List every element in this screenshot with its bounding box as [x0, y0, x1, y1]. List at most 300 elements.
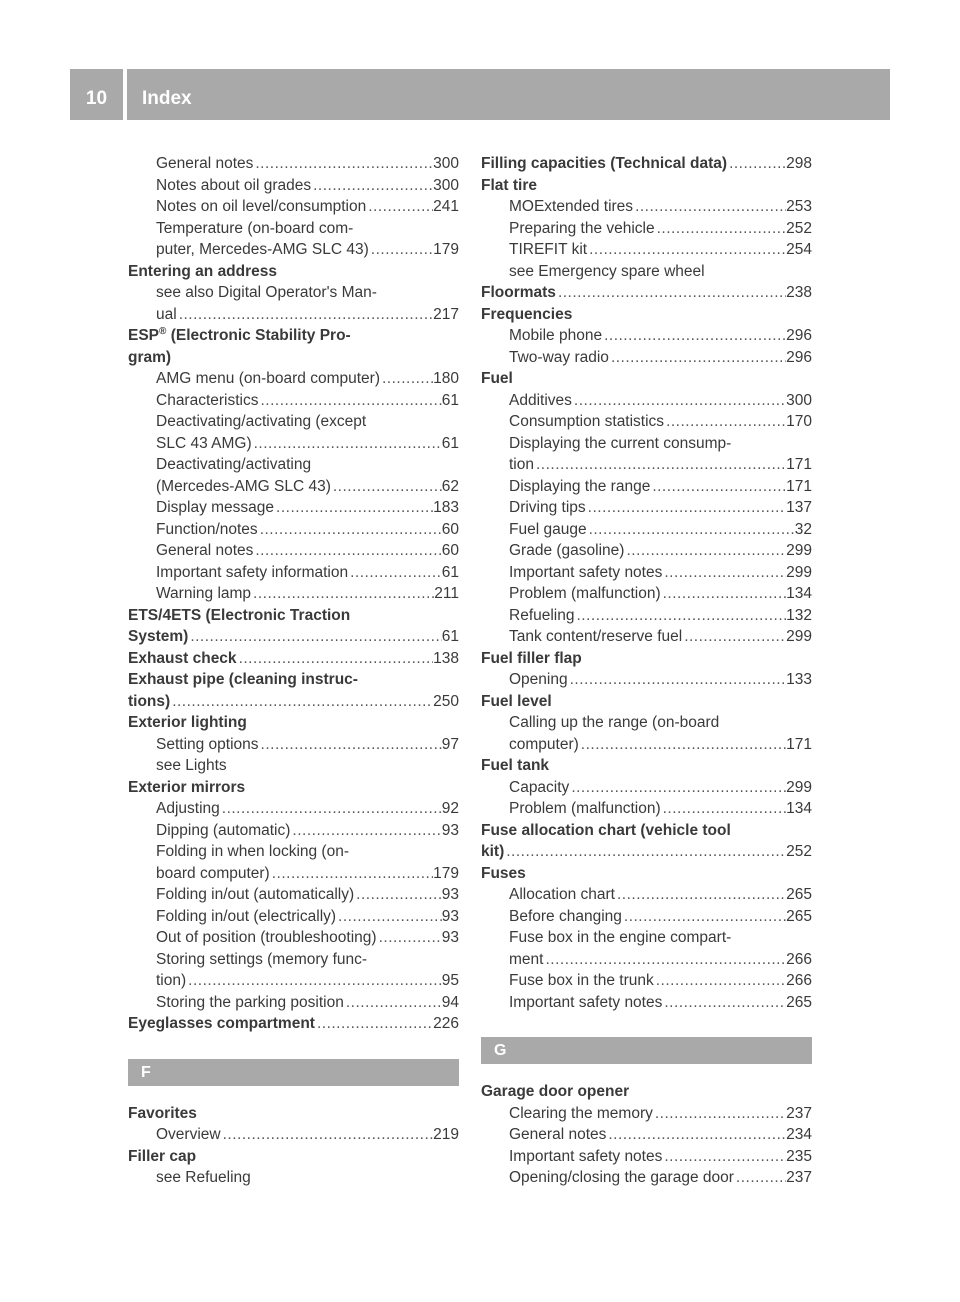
dot-leader [369, 239, 433, 261]
entry-text [156, 734, 259, 756]
page-reference[interactable]: 134 [786, 585, 812, 602]
index-subentry [128, 841, 459, 863]
entry-text [509, 435, 731, 452]
entry-text [481, 865, 526, 882]
index-subentry [128, 304, 459, 326]
entry-label: Folding in/out (electrically) [156, 907, 337, 925]
entry-label: Fuel tank [481, 757, 550, 774]
page-reference[interactable]: 254 [786, 241, 812, 258]
index-heading [481, 282, 812, 304]
dot-leader [331, 476, 442, 498]
dot-leader [252, 433, 442, 455]
entry-text [509, 583, 661, 605]
page-reference[interactable]: 137 [786, 499, 812, 516]
entry-text [481, 153, 727, 175]
index-subentry [481, 906, 812, 928]
index-subentry [128, 820, 459, 842]
page-reference[interactable]: 237 [786, 1169, 812, 1186]
page-reference[interactable]: 300 [433, 176, 459, 194]
index-subentry [481, 970, 812, 992]
page-reference[interactable]: 252 [786, 219, 812, 237]
index-subentry [128, 196, 459, 218]
dot-leader [270, 863, 433, 885]
index-subentry [481, 798, 812, 820]
entry-label: Temperature (on-board com- [156, 219, 354, 237]
entry-text [509, 497, 586, 519]
page-reference[interactable]: 266 [786, 972, 812, 989]
dot-leader [221, 1124, 434, 1146]
index-subentry [128, 411, 459, 433]
entry-text [509, 347, 609, 369]
page-reference[interactable]: 62 [441, 477, 459, 495]
entry-text [128, 607, 350, 624]
dot-leader [661, 798, 787, 820]
index-subentry [481, 927, 812, 949]
page-reference[interactable]: 298 [786, 155, 812, 172]
entry-text [128, 1148, 196, 1165]
entry-label: Additives [509, 391, 572, 409]
dot-leader [661, 583, 787, 605]
entry-label: see also Digital Operator's Man- [156, 284, 377, 301]
entry-text [128, 1105, 197, 1122]
page-reference[interactable]: 299 [786, 628, 812, 645]
entry-label: Fuel level [481, 692, 552, 710]
entry-label: Eyeglasses compartment [128, 1015, 315, 1032]
page-reference[interactable]: 211 [434, 585, 459, 602]
index-subentry [481, 605, 812, 627]
page-reference[interactable]: 61 [441, 434, 459, 452]
entry-text [509, 949, 543, 971]
entry-label: Garage door opener [481, 1083, 630, 1100]
entry-label: Entering an address [128, 262, 278, 280]
entry-label: tions) [128, 692, 171, 710]
entry-text [481, 370, 513, 387]
entry-label: see Lights [156, 757, 227, 774]
index-subentry [481, 540, 812, 562]
entry-label: tion) [156, 972, 187, 989]
entry-label: Deactivating/activating (except [156, 413, 367, 430]
page-reference[interactable]: 92 [441, 800, 459, 817]
page-reference[interactable]: 265 [786, 993, 812, 1011]
entry-text [481, 306, 572, 323]
entry-label: Out of position (troubleshooting) [156, 929, 377, 946]
page-reference[interactable]: 300 [786, 391, 812, 409]
dot-leader [220, 798, 442, 820]
index-heading [128, 1103, 459, 1125]
page-reference[interactable]: 253 [786, 198, 812, 215]
entry-text [156, 220, 353, 237]
entry-label: board computer) [156, 864, 270, 882]
index-subentry [128, 884, 459, 906]
index-subentry [128, 583, 459, 605]
index-subentry [481, 669, 812, 691]
index-subentry [481, 497, 812, 519]
entry-label: Displaying the range [509, 477, 651, 495]
entry-label: Floormats [481, 284, 556, 301]
dot-leader [237, 648, 434, 670]
entry-label: Calling up the range (on-board [509, 714, 720, 731]
entry-label: tion [509, 456, 534, 473]
entry-label: Two-way radio [509, 348, 609, 366]
entry-text [509, 540, 624, 562]
page-reference[interactable]: 241 [433, 198, 459, 215]
entry-label: Fuse box in the engine compart- [509, 929, 732, 946]
index-subentry [128, 906, 459, 928]
dot-leader [682, 626, 786, 648]
entry-text [509, 970, 654, 992]
entry-label: Exhaust pipe (cleaning instruc- [128, 671, 358, 688]
entry-text [156, 153, 253, 175]
index-heading [128, 1013, 459, 1035]
entry-label: Problem (malfunction) [509, 585, 661, 602]
dot-leader [664, 411, 786, 433]
page-title: Index [142, 88, 192, 109]
page-reference[interactable]: 217 [433, 305, 459, 323]
dot-leader [380, 368, 433, 390]
page-reference[interactable]: 93 [441, 907, 459, 925]
dot-leader [259, 390, 442, 412]
entry-text [156, 540, 253, 562]
entry-label: see Emergency spare wheel [509, 262, 705, 280]
entry-text [156, 863, 270, 885]
index-subentry [481, 734, 812, 756]
dot-leader [662, 562, 786, 584]
entry-text [509, 411, 664, 433]
entry-label: Tank content/reserve fuel [509, 628, 683, 645]
entry-label: kit) [481, 843, 505, 860]
dot-leader [662, 992, 786, 1014]
entry-label: Fuel filler flap [481, 649, 582, 667]
dot-leader [615, 884, 786, 906]
page-reference[interactable]: 32 [794, 520, 812, 538]
index-subentry [481, 239, 812, 261]
dot-leader [569, 777, 786, 799]
index-heading [128, 691, 459, 713]
index-subentry [481, 884, 812, 906]
page-reference[interactable]: 60 [441, 520, 459, 538]
dot-leader [727, 153, 786, 175]
entry-label: puter, Mercedes-AMG SLC 43) [156, 241, 369, 258]
index-heading [128, 347, 459, 369]
entry-label: Dipping (automatic) [156, 821, 291, 839]
page-reference[interactable]: 93 [441, 886, 459, 903]
page-reference[interactable]: 179 [433, 241, 459, 258]
entry-text [156, 413, 366, 430]
index-subentry [128, 949, 459, 971]
page-reference[interactable]: 170 [786, 413, 812, 430]
entry-label: Opening/closing the garage door [509, 1169, 734, 1186]
dot-leader [572, 390, 786, 412]
page-header [70, 69, 890, 120]
index-subentry [481, 583, 812, 605]
page-reference[interactable]: 138 [433, 649, 459, 667]
index-heading [481, 304, 812, 326]
page-reference[interactable]: 61 [441, 563, 459, 581]
entry-text [509, 1167, 734, 1189]
dot-leader [662, 1146, 786, 1168]
dot-leader [654, 970, 786, 992]
dot-leader [354, 884, 442, 906]
index-subentry [128, 863, 459, 885]
entry-label: Adjusting [156, 800, 220, 817]
entry-label: gram) [128, 348, 172, 366]
entry-text [509, 777, 569, 799]
entry-label: Setting options [156, 735, 259, 753]
page-reference[interactable]: 61 [441, 628, 459, 645]
index-subentry [481, 390, 812, 412]
index-heading [481, 153, 812, 175]
page-reference[interactable]: 250 [433, 692, 459, 710]
entry-text [156, 239, 369, 261]
entry-text [509, 714, 719, 731]
entry-label: Frequencies [481, 305, 573, 323]
entry-label: Problem (malfunction) [509, 800, 661, 817]
page-reference[interactable]: 60 [441, 542, 459, 559]
entry-text [509, 562, 662, 584]
entry-text [156, 757, 227, 774]
page-reference[interactable]: 93 [441, 929, 459, 946]
section-gap [481, 1064, 812, 1081]
page-reference[interactable]: 234 [786, 1126, 812, 1143]
entry-label: Exhaust check [128, 649, 237, 667]
entry-text [128, 327, 351, 344]
entry-text [156, 390, 259, 412]
entry-text [156, 843, 349, 860]
entry-text [156, 562, 348, 584]
page-reference[interactable]: 235 [786, 1147, 812, 1165]
entry-label: MOExtended tires [509, 198, 634, 215]
entry-label: System) [128, 628, 189, 645]
page-reference[interactable]: 299 [786, 563, 812, 581]
section-letter-bar: F [128, 1059, 459, 1086]
index-heading [128, 605, 459, 627]
dot-leader [609, 347, 786, 369]
entry-text [509, 519, 587, 541]
entry-label: Fuel [481, 370, 513, 387]
index-subentry [481, 1124, 812, 1146]
dot-leader [253, 153, 433, 175]
index-subentry [481, 476, 812, 498]
entry-label: Grade (gasoline) [509, 542, 625, 559]
page-reference[interactable]: 179 [433, 864, 459, 882]
entry-text [509, 1124, 606, 1146]
dot-leader [188, 626, 441, 648]
index-subentry [481, 454, 812, 476]
index-subentry [128, 562, 459, 584]
page-reference[interactable]: 94 [441, 993, 459, 1011]
index-subentry [128, 454, 459, 476]
entry-text [481, 822, 731, 839]
index-subentry [128, 927, 459, 949]
entry-label: Important safety notes [509, 1147, 663, 1165]
page-reference[interactable]: 183 [433, 499, 459, 516]
entry-label: Mobile phone [509, 327, 603, 344]
page-reference[interactable]: 238 [786, 284, 812, 301]
page-number: 10 [85, 88, 108, 109]
page-reference[interactable]: 237 [786, 1104, 812, 1122]
entry-label: Deactivating/activating [156, 456, 312, 473]
header-divider [123, 69, 127, 120]
index-subentry [481, 196, 812, 218]
dot-leader [575, 605, 787, 627]
entry-text [509, 239, 587, 261]
page-reference[interactable]: 171 [786, 456, 812, 473]
index-subentry [128, 519, 459, 541]
index-heading [481, 841, 812, 863]
entry-text [156, 1169, 251, 1186]
page-reference[interactable]: 132 [786, 606, 812, 624]
dot-leader [311, 175, 433, 197]
dot-leader [606, 1124, 786, 1146]
entry-label: Filler cap [128, 1147, 197, 1165]
dot-leader [602, 325, 786, 347]
entry-label: Refueling [509, 606, 575, 624]
entry-label: Notes about oil grades [156, 176, 312, 194]
dot-leader [170, 691, 433, 713]
entry-text [156, 304, 177, 326]
entry-label: Overview [156, 1126, 221, 1143]
entry-label: Allocation chart [509, 886, 615, 903]
entry-label: ETS/4ETS (Electronic Traction [128, 606, 351, 624]
page-reference[interactable]: 300 [433, 155, 459, 172]
entry-label: Display message [156, 499, 275, 516]
page-reference[interactable]: 219 [433, 1126, 459, 1143]
entry-text [156, 284, 377, 301]
index-subentry [481, 562, 812, 584]
index-heading [128, 325, 459, 347]
entry-label: computer) [509, 735, 579, 753]
index-subentry [128, 433, 459, 455]
page-reference[interactable]: 252 [786, 843, 812, 860]
dot-leader [290, 820, 441, 842]
entry-label: Notes on oil level/consumption [156, 198, 367, 215]
index-subentry [481, 992, 812, 1014]
index-heading [128, 261, 459, 283]
dot-leader [177, 304, 433, 326]
page-reference[interactable]: 97 [441, 735, 459, 753]
dot-leader [734, 1167, 786, 1189]
dot-leader [568, 669, 787, 691]
dot-leader [366, 196, 433, 218]
page-reference[interactable]: 95 [441, 972, 459, 989]
page-reference[interactable]: 265 [786, 886, 812, 903]
entry-label: General notes [156, 155, 254, 172]
page-reference[interactable]: 171 [786, 735, 812, 753]
entry-label: General notes [509, 1126, 607, 1143]
page-reference[interactable]: 133 [786, 671, 812, 688]
dot-leader [315, 1013, 433, 1035]
index-subentry [481, 347, 812, 369]
dot-leader [258, 519, 442, 541]
page-reference[interactable]: 93 [441, 821, 459, 839]
entry-text [509, 1146, 662, 1168]
index-subentry [128, 175, 459, 197]
entry-label: Storing the parking position [156, 993, 344, 1011]
entry-text [128, 1013, 315, 1035]
entry-text [509, 992, 662, 1014]
page-reference[interactable]: 299 [786, 778, 812, 796]
index-heading [481, 368, 812, 390]
entry-label: Storing settings (memory func- [156, 950, 368, 968]
index-heading [481, 863, 812, 885]
entry-label: SLC 43 AMG) [156, 434, 252, 452]
entry-text [128, 626, 188, 648]
index-subentry [481, 1167, 812, 1189]
index-subentry [481, 712, 812, 734]
page-reference[interactable]: 266 [786, 950, 812, 968]
entry-label: Flat tire [481, 176, 537, 194]
index-heading [481, 820, 812, 842]
entry-text [156, 476, 331, 498]
entry-text [156, 1124, 221, 1146]
index-subentry [481, 626, 812, 648]
entry-text [128, 648, 237, 670]
page-reference[interactable]: 61 [441, 391, 459, 409]
entry-label: (Mercedes-AMG SLC 43) [156, 477, 331, 495]
entry-text [481, 650, 582, 667]
entry-text [156, 951, 367, 968]
entry-text [156, 583, 251, 605]
entry-text [509, 929, 731, 946]
entry-label: Driving tips [509, 499, 586, 516]
index-subentry [481, 218, 812, 240]
entry-text [128, 779, 245, 796]
dot-leader [650, 476, 786, 498]
entry-text [509, 196, 633, 218]
dot-leader [653, 1103, 786, 1125]
entry-text [128, 349, 171, 366]
entry-text [509, 734, 579, 756]
dot-leader [259, 734, 442, 756]
entry-label: ment [509, 950, 544, 968]
entry-label: ual [156, 305, 177, 323]
entry-label: Characteristics [156, 391, 259, 409]
entry-text [481, 177, 537, 194]
entry-label-rest: (Electronic Stability Pro- [166, 327, 351, 344]
entry-text [509, 884, 615, 906]
dot-leader [586, 497, 786, 519]
index-heading [481, 175, 812, 197]
entry-label: TIREFIT kit [509, 241, 588, 258]
entry-text [128, 714, 247, 731]
page-reference[interactable]: 299 [786, 542, 812, 559]
page-reference[interactable]: 134 [786, 800, 812, 817]
index-subentry [128, 390, 459, 412]
entry-text [481, 757, 549, 774]
entry-text [509, 263, 705, 280]
section-gap [481, 1013, 812, 1037]
index-subentry [128, 1124, 459, 1146]
page-reference[interactable]: 226 [433, 1015, 459, 1032]
index-heading [128, 648, 459, 670]
entry-text [156, 433, 252, 455]
entry-text [128, 671, 358, 688]
page-reference[interactable]: 180 [433, 370, 459, 387]
dot-leader [579, 734, 786, 756]
entry-label: Fuel gauge [509, 520, 587, 538]
entry-label: Warning lamp [156, 585, 252, 602]
dot-leader [251, 583, 434, 605]
page-reference[interactable]: 171 [786, 477, 812, 495]
dot-leader [587, 519, 795, 541]
entry-text [509, 798, 661, 820]
entry-text [509, 906, 622, 928]
page-reference[interactable]: 296 [786, 348, 812, 366]
page-reference[interactable]: 296 [786, 327, 812, 344]
entry-text [509, 669, 568, 691]
page-reference[interactable]: 265 [786, 907, 812, 925]
dot-leader [633, 196, 786, 218]
